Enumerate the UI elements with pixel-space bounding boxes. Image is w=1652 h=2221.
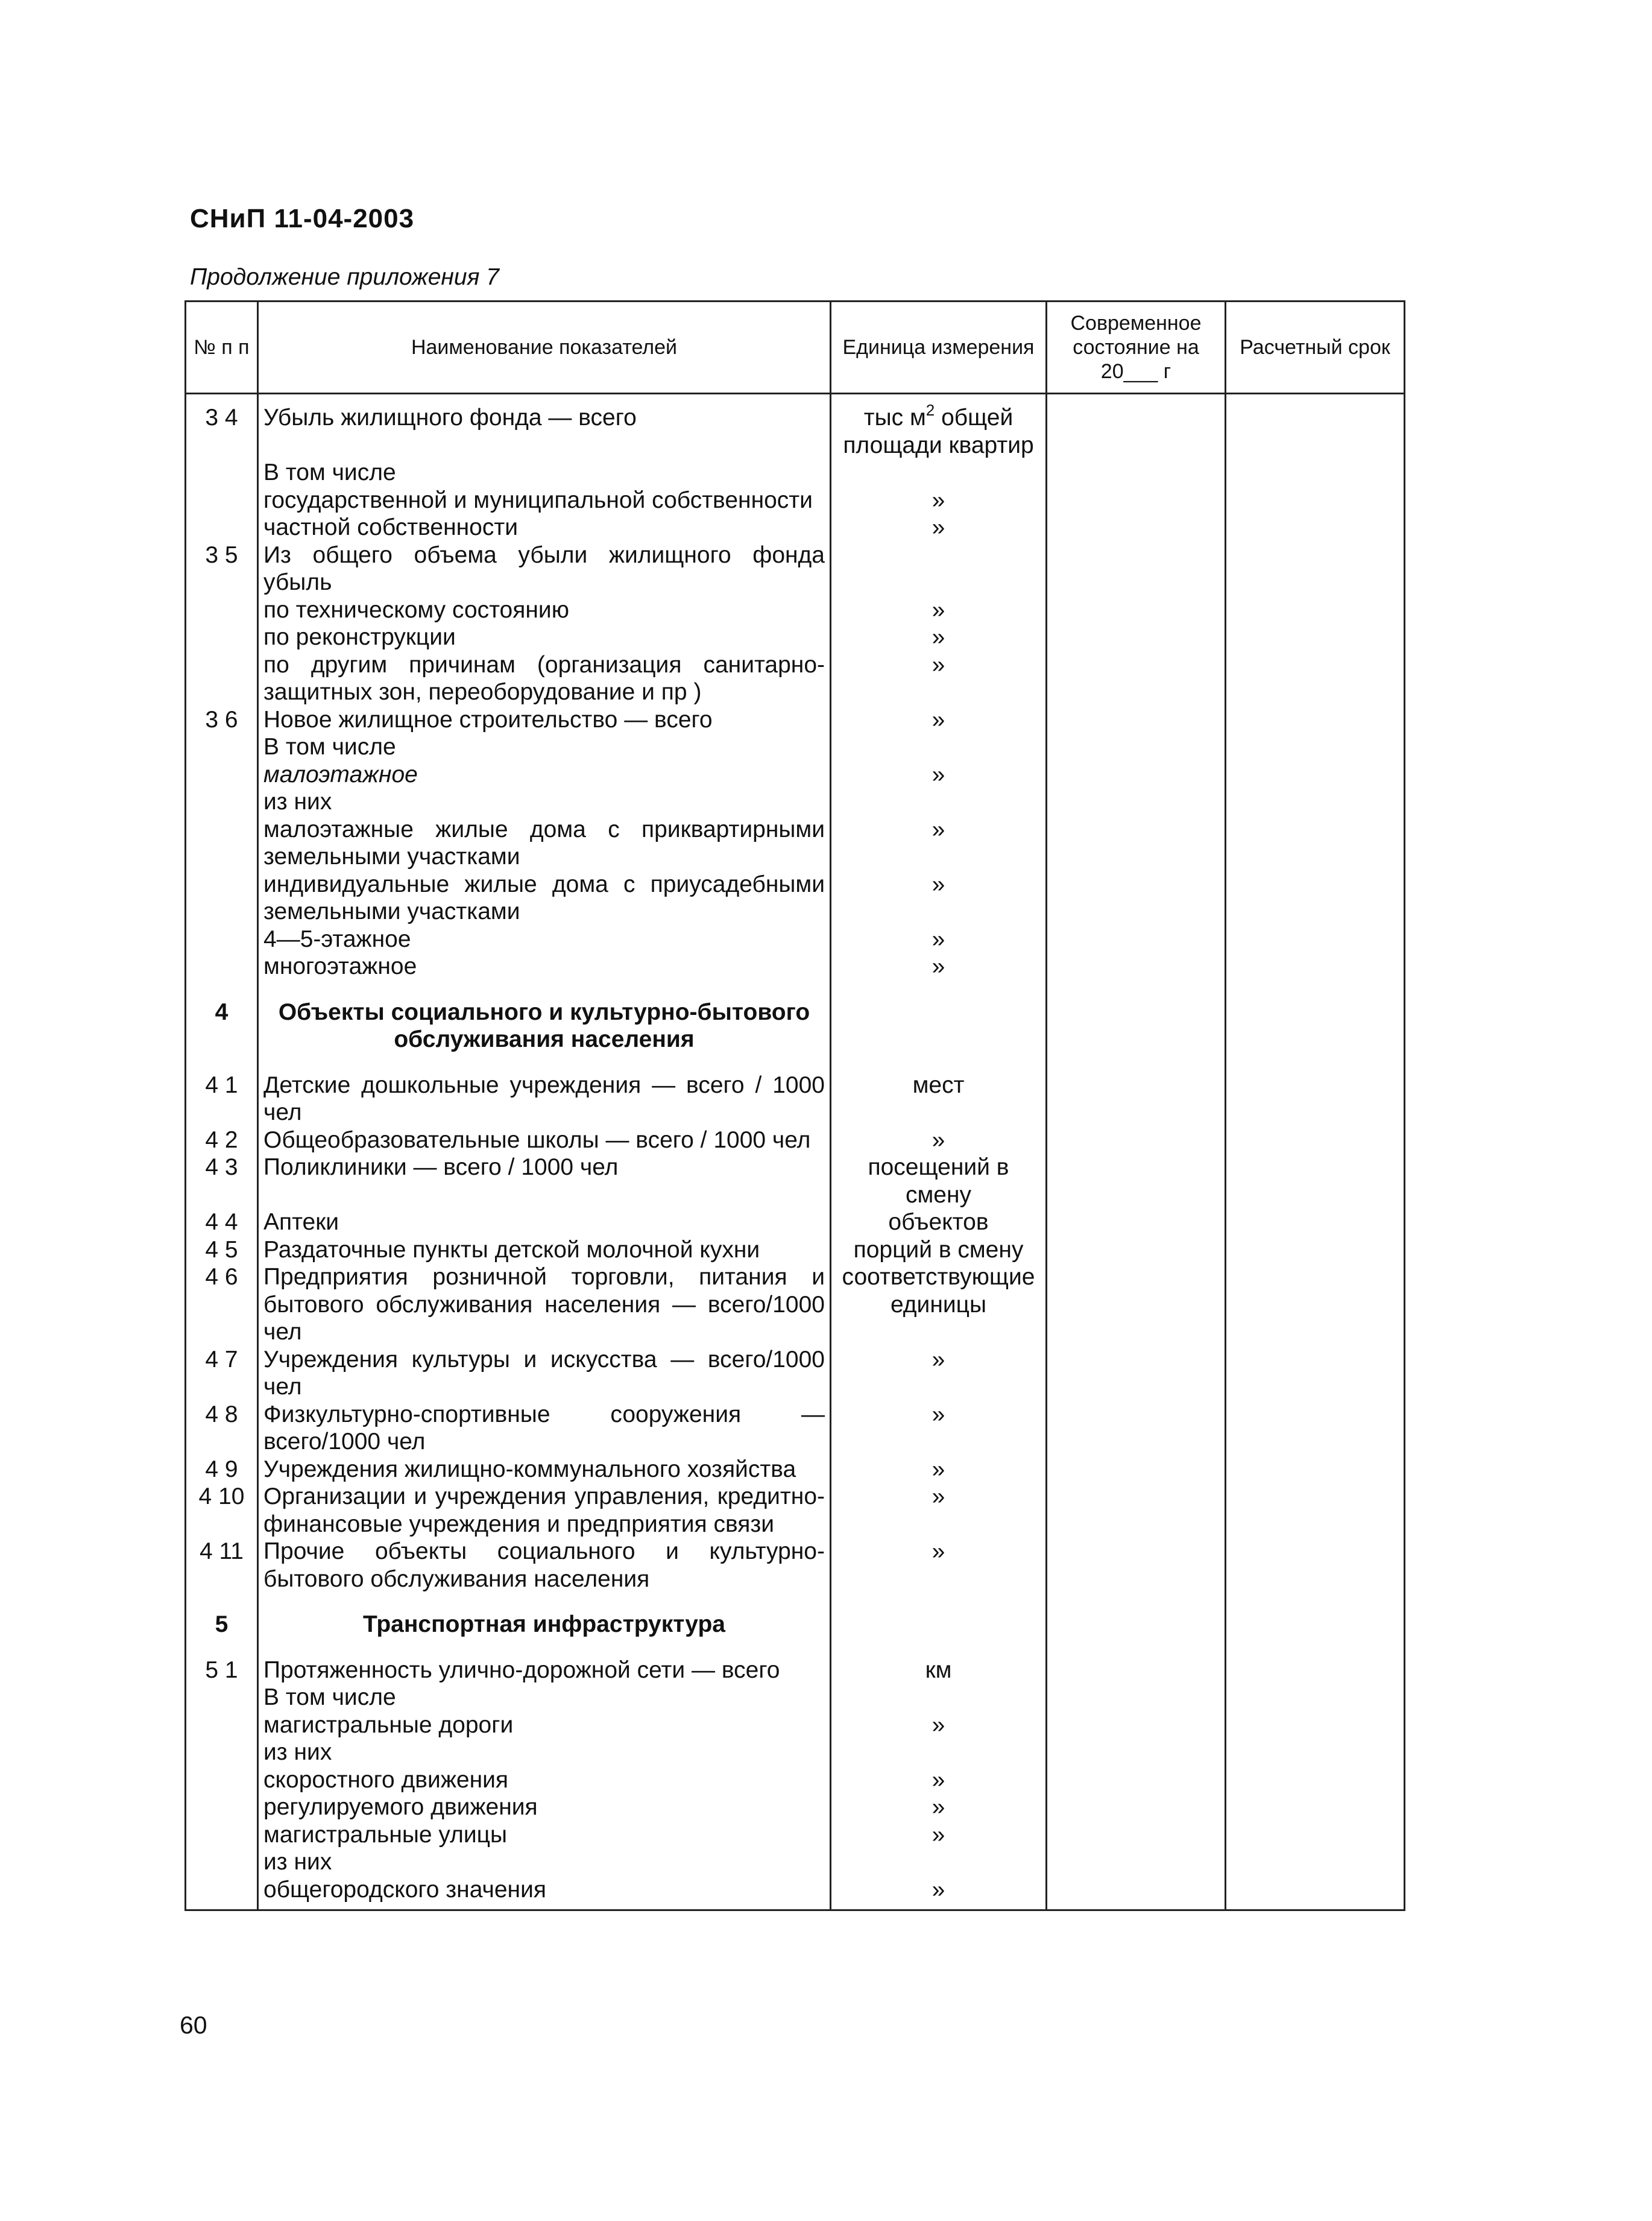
table-row (186, 1456, 1405, 1483)
table-row (186, 394, 1405, 460)
row-number: 4 1 (186, 1072, 258, 1126)
unit-of-measure: » (831, 1876, 1047, 1910)
target-term-cell (1226, 1236, 1405, 1264)
table-row (186, 1208, 1405, 1236)
row-number (186, 1711, 258, 1739)
unit-of-measure: » (831, 1483, 1047, 1538)
target-term-cell (1226, 1711, 1405, 1739)
unit-of-measure: мест (831, 1072, 1047, 1126)
target-term-cell (1226, 1072, 1405, 1126)
table-row (186, 953, 1405, 981)
unit-of-measure: » (831, 651, 1047, 706)
target-term-cell (1226, 651, 1405, 706)
unit-of-measure: » (831, 1456, 1047, 1483)
target-term-cell (1226, 926, 1405, 953)
indicators-table (184, 300, 1405, 1911)
current-state-cell (1047, 1739, 1226, 1766)
header-name: Наименование показателей (258, 302, 831, 394)
row-number (186, 1739, 258, 1766)
table-row (186, 926, 1405, 953)
unit-of-measure: объектов (831, 1208, 1047, 1236)
target-term-cell (1226, 1538, 1405, 1593)
row-number: 4 9 (186, 1456, 258, 1483)
unit-of-measure: » (831, 816, 1047, 871)
target-term-cell (1226, 1657, 1405, 1684)
current-state-cell (1047, 1793, 1226, 1821)
unit-of-measure: тыс $м^2$ общей площади квартир (831, 394, 1047, 460)
current-state-cell (1047, 1346, 1226, 1401)
row-number (186, 1793, 258, 1821)
header-target-term: Расчетный срок (1226, 302, 1405, 394)
indicator-name: Прочие объекты социального и культурно-бытового обслуживания населения (258, 1538, 831, 1593)
unit-of-measure: » (831, 1538, 1047, 1593)
row-number: 4 7 (186, 1346, 258, 1401)
unit-of-measure: » (831, 1711, 1047, 1739)
table-section-row (186, 999, 1405, 1054)
current-state-cell (1047, 1766, 1226, 1794)
row-number: 4 4 (186, 1208, 258, 1236)
indicator-name: по реконструкции (258, 624, 831, 651)
document-code: СНиП 11-04-2003 (190, 204, 415, 233)
current-state-cell (1047, 1263, 1226, 1346)
target-term-cell (1226, 542, 1405, 596)
unit-of-measure: » (831, 1766, 1047, 1794)
table-row (186, 1346, 1405, 1401)
current-state-cell (1047, 926, 1226, 953)
target-term-cell (1226, 788, 1405, 816)
row-number (186, 816, 258, 871)
indicator-name: Детские дошкольные учреждения — всего / 1000 чел (258, 1072, 831, 1126)
current-state-cell (1047, 1538, 1226, 1593)
page-number: 60 (180, 2011, 207, 2039)
header-num: № п п (186, 302, 258, 394)
target-term-cell (1226, 1456, 1405, 1483)
row-number (186, 459, 258, 487)
indicator-name: Раздаточные пункты детской молочной кухни (258, 1236, 831, 1264)
table-row (186, 1072, 1405, 1126)
indicator-name: магистральные дороги (258, 1711, 831, 1739)
current-state-cell (1047, 733, 1226, 761)
current-state-cell (1047, 953, 1226, 981)
row-number (186, 514, 258, 542)
unit-of-measure: » (831, 624, 1047, 651)
row-number: 4 3 (186, 1154, 258, 1208)
section-spacer (186, 1593, 1405, 1611)
target-term-cell (1226, 1126, 1405, 1154)
unit-of-measure (831, 1611, 1047, 1638)
indicator-name: частной собственности (258, 514, 831, 542)
indicator-name: малоэтажное (258, 761, 831, 789)
unit-of-measure: » (831, 514, 1047, 542)
unit-of-measure: » (831, 926, 1047, 953)
indicator-name: Учреждения культуры и искусства — всего/1000 чел (258, 1346, 831, 1401)
table-row (186, 1766, 1405, 1794)
target-term-cell (1226, 816, 1405, 871)
unit-of-measure: » (831, 706, 1047, 734)
table-row (186, 1483, 1405, 1538)
indicator-name: из них (258, 1848, 831, 1876)
current-state-cell (1047, 999, 1226, 1054)
table-row (186, 596, 1405, 624)
table-row (186, 1657, 1405, 1684)
indicator-name: Физкультурно-спортивные сооружения — всего/1000 чел (258, 1401, 831, 1456)
table-row (186, 1739, 1405, 1766)
indicator-name: Из общего объема убыли жилищного фонда убыль (258, 542, 831, 596)
current-state-cell (1047, 1236, 1226, 1264)
table-row (186, 1876, 1405, 1910)
appendix-continuation-caption: Продолжение приложения 7 (190, 264, 499, 290)
row-number (186, 1876, 258, 1910)
table-row (186, 459, 1405, 487)
indicator-name: регулируемого движения (258, 1793, 831, 1821)
target-term-cell (1226, 1208, 1405, 1236)
indicator-name: многоэтажное (258, 953, 831, 981)
row-number (186, 733, 258, 761)
target-term-cell (1226, 871, 1405, 926)
table-row (186, 1538, 1405, 1593)
indicator-name: скоростного движения (258, 1766, 831, 1794)
table-row (186, 624, 1405, 651)
indicator-name: Предприятия розничной торговли, питания и бытового обслуживания населения — всего/1000 чел (258, 1263, 831, 1346)
target-term-cell (1226, 1793, 1405, 1821)
current-state-cell (1047, 1072, 1226, 1126)
unit-of-measure (831, 999, 1047, 1054)
row-number: 3 5 (186, 542, 258, 596)
target-term-cell (1226, 733, 1405, 761)
row-number: 5 1 (186, 1657, 258, 1684)
current-state-cell (1047, 1876, 1226, 1910)
row-number: 4 8 (186, 1401, 258, 1456)
unit-of-measure: км (831, 1657, 1047, 1684)
row-number (186, 596, 258, 624)
current-state-cell (1047, 459, 1226, 487)
target-term-cell (1226, 1684, 1405, 1711)
unit-of-measure (831, 788, 1047, 816)
target-term-cell (1226, 596, 1405, 624)
indicator-name: Убыль жилищного фонда — всего (258, 394, 831, 460)
target-term-cell (1226, 514, 1405, 542)
current-state-cell (1047, 394, 1226, 460)
row-number: 5 (186, 1611, 258, 1638)
table-row (186, 816, 1405, 871)
row-number: 4 10 (186, 1483, 258, 1538)
table-row (186, 733, 1405, 761)
row-number: 4 11 (186, 1538, 258, 1593)
header-unit: Единица измерения (831, 302, 1047, 394)
row-number: 3 4 (186, 394, 258, 460)
unit-of-measure (831, 733, 1047, 761)
indicator-name: Организации и учреждения управления, кредитно-финансовые учреждения и предприятия связи (258, 1483, 831, 1538)
indicator-name: Протяженность улично-дорожной сети — всего (258, 1657, 831, 1684)
table-row (186, 871, 1405, 926)
target-term-cell (1226, 1611, 1405, 1638)
target-term-cell (1226, 1263, 1405, 1346)
header-current-state: Современное состояние на 20___ г (1047, 302, 1226, 394)
current-state-cell (1047, 651, 1226, 706)
unit-of-measure: » (831, 761, 1047, 789)
table-row (186, 788, 1405, 816)
current-state-cell (1047, 1208, 1226, 1236)
current-state-cell (1047, 624, 1226, 651)
indicator-name: малоэтажные жилые дома с приквартирными земельными участками (258, 816, 831, 871)
unit-of-measure (831, 459, 1047, 487)
table-header-row (186, 302, 1405, 394)
section-spacer (186, 1054, 1405, 1072)
section-spacer (186, 981, 1405, 999)
current-state-cell (1047, 1154, 1226, 1208)
target-term-cell (1226, 1739, 1405, 1766)
table-row (186, 1848, 1405, 1876)
target-term-cell (1226, 1346, 1405, 1401)
table-row (186, 1793, 1405, 1821)
indicator-name: В том числе (258, 733, 831, 761)
table-row (186, 1684, 1405, 1711)
current-state-cell (1047, 1483, 1226, 1538)
unit-of-measure: » (831, 953, 1047, 981)
unit-of-measure (831, 1848, 1047, 1876)
indicator-name: Транспортная инфраструктура (258, 1611, 831, 1638)
unit-of-measure (831, 542, 1047, 596)
table-row (186, 1711, 1405, 1739)
unit-of-measure: посещений в смену (831, 1154, 1047, 1208)
table-section-row (186, 1611, 1405, 1638)
current-state-cell (1047, 871, 1226, 926)
section-spacer (186, 1638, 1405, 1657)
row-number (186, 871, 258, 926)
unit-of-measure: » (831, 1401, 1047, 1456)
target-term-cell (1226, 1848, 1405, 1876)
table-row (186, 651, 1405, 706)
target-term-cell (1226, 1876, 1405, 1910)
current-state-cell (1047, 596, 1226, 624)
unit-of-measure: соответствующие единицы (831, 1263, 1047, 1346)
row-number: 4 5 (186, 1236, 258, 1264)
row-number: 4 6 (186, 1263, 258, 1346)
unit-of-measure: » (831, 1793, 1047, 1821)
table-row (186, 761, 1405, 789)
unit-of-measure: » (831, 1126, 1047, 1154)
table-row (186, 706, 1405, 734)
row-number (186, 1766, 258, 1794)
indicator-name: из них (258, 1739, 831, 1766)
current-state-cell (1047, 1126, 1226, 1154)
row-number (186, 651, 258, 706)
target-term-cell (1226, 953, 1405, 981)
indicator-name: общегородского значения (258, 1876, 831, 1910)
unit-of-measure: порций в смену (831, 1236, 1047, 1264)
row-number (186, 1848, 258, 1876)
unit-of-measure: » (831, 596, 1047, 624)
unit-of-measure: » (831, 871, 1047, 926)
current-state-cell (1047, 1657, 1226, 1684)
table-row (186, 1236, 1405, 1264)
target-term-cell (1226, 1766, 1405, 1794)
indicator-name: индивидуальные жилые дома с приусадебными земельными участками (258, 871, 831, 926)
row-number: 3 6 (186, 706, 258, 734)
indicator-name: 4—5-этажное (258, 926, 831, 953)
current-state-cell (1047, 1456, 1226, 1483)
unit-of-measure (831, 1684, 1047, 1711)
target-term-cell (1226, 1154, 1405, 1208)
current-state-cell (1047, 487, 1226, 514)
table-row (186, 1263, 1405, 1346)
row-number (186, 1821, 258, 1849)
indicator-name: магистральные улицы (258, 1821, 831, 1849)
target-term-cell (1226, 1483, 1405, 1538)
current-state-cell (1047, 1401, 1226, 1456)
target-term-cell (1226, 999, 1405, 1054)
current-state-cell (1047, 816, 1226, 871)
table-row (186, 1821, 1405, 1849)
indicator-name: из них (258, 788, 831, 816)
row-number (186, 1684, 258, 1711)
indicator-name: Аптеки (258, 1208, 831, 1236)
indicator-name: Учреждения жилищно-коммунального хозяйства (258, 1456, 831, 1483)
current-state-cell (1047, 1821, 1226, 1849)
indicator-name: по другим причинам (организация санитарно-защитных зон, переоборудование и пр ) (258, 651, 831, 706)
current-state-cell (1047, 761, 1226, 789)
target-term-cell (1226, 394, 1405, 460)
current-state-cell (1047, 788, 1226, 816)
row-number (186, 926, 258, 953)
table-row (186, 487, 1405, 514)
table-row (186, 1154, 1405, 1208)
current-state-cell (1047, 706, 1226, 734)
unit-of-measure: » (831, 1346, 1047, 1401)
table-row (186, 1126, 1405, 1154)
row-number (186, 953, 258, 981)
indicator-name: В том числе (258, 459, 831, 487)
row-number (186, 788, 258, 816)
current-state-cell (1047, 1611, 1226, 1638)
row-number (186, 761, 258, 789)
row-number (186, 487, 258, 514)
unit-of-measure (831, 1739, 1047, 1766)
indicator-name: Общеобразовательные школы — всего / 1000 чел (258, 1126, 831, 1154)
indicator-name: Объекты социального и культурно-бытового обслуживания населения (258, 999, 831, 1054)
target-term-cell (1226, 1401, 1405, 1456)
row-number (186, 624, 258, 651)
row-number: 4 (186, 999, 258, 1054)
target-term-cell (1226, 761, 1405, 789)
target-term-cell (1226, 706, 1405, 734)
table-row (186, 542, 1405, 596)
target-term-cell (1226, 459, 1405, 487)
current-state-cell (1047, 1711, 1226, 1739)
table-row (186, 1401, 1405, 1456)
indicator-name: Поликлиники — всего / 1000 чел (258, 1154, 831, 1208)
indicator-name: Новое жилищное строительство — всего (258, 706, 831, 734)
current-state-cell (1047, 1684, 1226, 1711)
current-state-cell (1047, 542, 1226, 596)
indicator-name: по техническому состоянию (258, 596, 831, 624)
row-number: 4 2 (186, 1126, 258, 1154)
target-term-cell (1226, 624, 1405, 651)
current-state-cell (1047, 1848, 1226, 1876)
unit-of-measure: » (831, 1821, 1047, 1849)
target-term-cell (1226, 1821, 1405, 1849)
indicator-name: государственной и муниципальной собственности (258, 487, 831, 514)
superscript-2: 2 (925, 401, 935, 419)
current-state-cell (1047, 514, 1226, 542)
indicator-name: В том числе (258, 1684, 831, 1711)
table-row (186, 514, 1405, 542)
target-term-cell (1226, 487, 1405, 514)
unit-of-measure: » (831, 487, 1047, 514)
